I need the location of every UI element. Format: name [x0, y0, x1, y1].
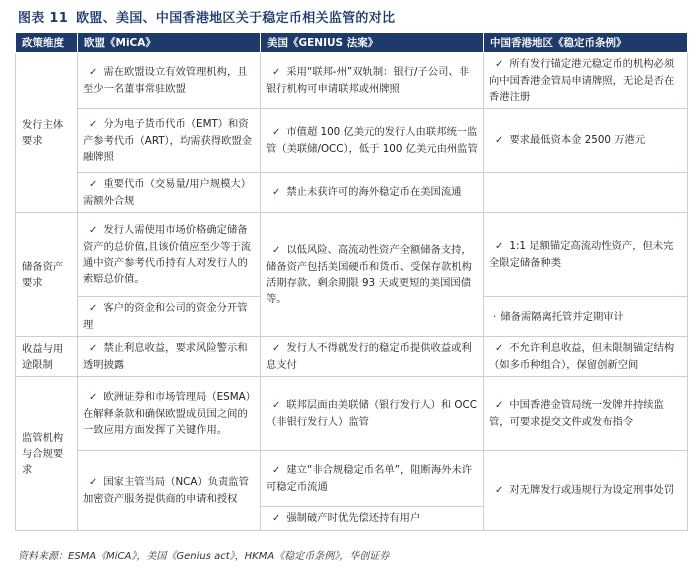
- check-icon: ✓: [89, 392, 98, 403]
- cell-us: [261, 213, 484, 337]
- cell-hk: [484, 377, 688, 451]
- cell-text: 要求最低资本金 2500 万港元: [509, 134, 646, 146]
- header-eu: 欧盟《MiCA》: [78, 33, 261, 53]
- cell-eu: [78, 377, 261, 451]
- cell-text: 需在欧盟设立有效管理机构，且至少一名董事常驻欧盟: [83, 66, 248, 95]
- cell-text: 禁止未获许可的海外稳定币在美国流通: [286, 186, 462, 198]
- source-note: 资料来源：ESMA《MiCA》，美国《Genius act》，HKMA《稳定币条例》，华创证券: [18, 551, 390, 562]
- check-icon: ✓: [272, 343, 281, 354]
- check-icon: ✓: [272, 400, 281, 411]
- cell-text: 国家主管当局（NCA）负责监管加密资产服务提供商的申请和授权: [83, 476, 249, 505]
- cell-text: 以低风险、高流动性资产全额储备支持，储备资产包括美国硬币和货币、受保存款机构活期存款、剩余期限 93 天或更短的美国国债等。: [266, 244, 472, 305]
- check-icon: ✓: [495, 400, 504, 411]
- cell-us: [261, 377, 484, 451]
- cell-text: 禁止利息收益，要求风险警示和透明披露: [83, 342, 248, 371]
- check-icon: ✓: [272, 245, 281, 256]
- category-issuer: 发行主体要求: [16, 53, 78, 213]
- figure-title: [18, 8, 395, 30]
- cell-text: 所有发行锚定港元稳定币的机构必须向中国香港金管局申请牌照，无论是否在香港注册: [489, 58, 675, 103]
- check-icon: ✓: [89, 303, 98, 314]
- comparison-table: [15, 32, 688, 531]
- cell-text: 市值超 100 亿美元的发行人由联邦统一监管（美联储/OCC），低于 100 亿美元由州监管: [266, 126, 478, 155]
- table-row: [16, 377, 688, 451]
- cell-us: [261, 109, 484, 173]
- category-yield: 收益与用途限制: [16, 337, 78, 377]
- figure-caption: 欧盟、美国、中国香港地区关于稳定币相关监管的对比: [76, 11, 396, 26]
- cell-eu: [78, 337, 261, 377]
- cell-us: [261, 173, 484, 213]
- cell-eu: [78, 213, 261, 297]
- check-icon: ✓: [89, 477, 98, 488]
- cell-hk: [484, 337, 688, 377]
- cell-text: 重要代币（交易量/用户规模大）需额外合规: [83, 178, 252, 207]
- cell-text: 联邦层面由美联储（银行发行人）和 OCC（非银行发行人）监管: [266, 399, 477, 428]
- check-icon: ✓: [89, 225, 98, 236]
- table-row: [16, 173, 688, 213]
- table-header-row: [16, 33, 688, 53]
- cell-us: [261, 53, 484, 109]
- table-row: [16, 337, 688, 377]
- cell-us: [261, 337, 484, 377]
- cell-eu: [78, 451, 261, 531]
- cell-text: 采用“联邦-州”双轨制：银行/子公司、非银行机构可申请联邦或州牌照: [266, 66, 469, 95]
- check-icon: ✓: [272, 67, 281, 78]
- header-us: 美国《GENIUS 法案》: [261, 33, 484, 53]
- check-icon: ✓: [495, 59, 504, 70]
- cell-eu: [78, 109, 261, 173]
- cell-text: 1:1 足额锚定高流动性资产，但未完全限定储备种类: [489, 240, 674, 269]
- table-row: [16, 451, 688, 507]
- cell-text: 强制破产时优先偿还持有用户: [286, 512, 421, 524]
- table-row: [16, 53, 688, 109]
- header-hk: 中国香港地区《稳定币条例》: [484, 33, 688, 53]
- figure-number: 图表 11: [18, 11, 69, 26]
- cell-hk: [484, 297, 688, 337]
- cell-us: [261, 507, 484, 531]
- check-icon: ✓: [272, 127, 281, 138]
- cell-hk: [484, 109, 688, 173]
- cell-hk: [484, 53, 688, 109]
- check-icon: ✓: [89, 119, 98, 130]
- cell-eu: [78, 173, 261, 213]
- category-regulator: 监管机构与合规要求: [16, 377, 78, 531]
- check-icon: ✓: [89, 179, 98, 190]
- check-icon: ✓: [272, 187, 281, 198]
- check-icon: ✓: [495, 241, 504, 252]
- cell-text: 客户的资金和公司的资金分开管理: [83, 302, 248, 331]
- check-icon: ✓: [495, 343, 504, 354]
- check-icon: ✓: [495, 485, 504, 496]
- check-icon: ✓: [89, 67, 98, 78]
- cell-text: 中国香港金管局统一发牌并持续监管，可要求提交文件或发布指令: [489, 399, 664, 428]
- cell-text: 欧洲证券和市场管理局（ESMA）在解释条款和确保欧盟成员国之间的一致应用方面发挥了关键作用。: [83, 391, 251, 436]
- cell-hk-empty: [484, 173, 688, 213]
- cell-text: 发行人需使用市场价格确定储备资产的总价值,且该价值应至少等于流通中资产参考代币持有人对发行人的索赔总价值。: [83, 224, 252, 285]
- table-row: [16, 213, 688, 297]
- category-reserve: 储备资产要求: [16, 213, 78, 337]
- cell-eu: [78, 297, 261, 337]
- cell-text: 不允许利息收益，但未限制锚定结构（如多币种组合），保留创新空间: [489, 342, 675, 371]
- cell-hk: [484, 451, 688, 531]
- cell-text: 对无牌发行或违规行为设定刑事处罚: [509, 484, 675, 496]
- header-dimension: 政策维度: [16, 33, 78, 53]
- table-row: [16, 109, 688, 173]
- cell-hk: [484, 213, 688, 297]
- check-icon: ✓: [89, 343, 98, 354]
- cell-text: 分为电子货币代币（EMT）和资产参考代币（ART），均需获得欧盟金融牌照: [83, 118, 253, 163]
- cell-text: 储备需隔离托管并定期审计: [500, 310, 624, 323]
- cell-us: [261, 451, 484, 507]
- check-icon: ✓: [495, 135, 504, 146]
- cell-eu: [78, 53, 261, 109]
- bullet-icon: ·: [493, 310, 497, 323]
- cell-text: 发行人不得就发行的稳定币提供收益或利息支付: [266, 342, 472, 371]
- check-icon: ✓: [272, 465, 281, 476]
- cell-text: 建立“非合规稳定币名单”，阻断海外未许可稳定币流通: [266, 464, 473, 493]
- check-icon: ✓: [272, 513, 281, 524]
